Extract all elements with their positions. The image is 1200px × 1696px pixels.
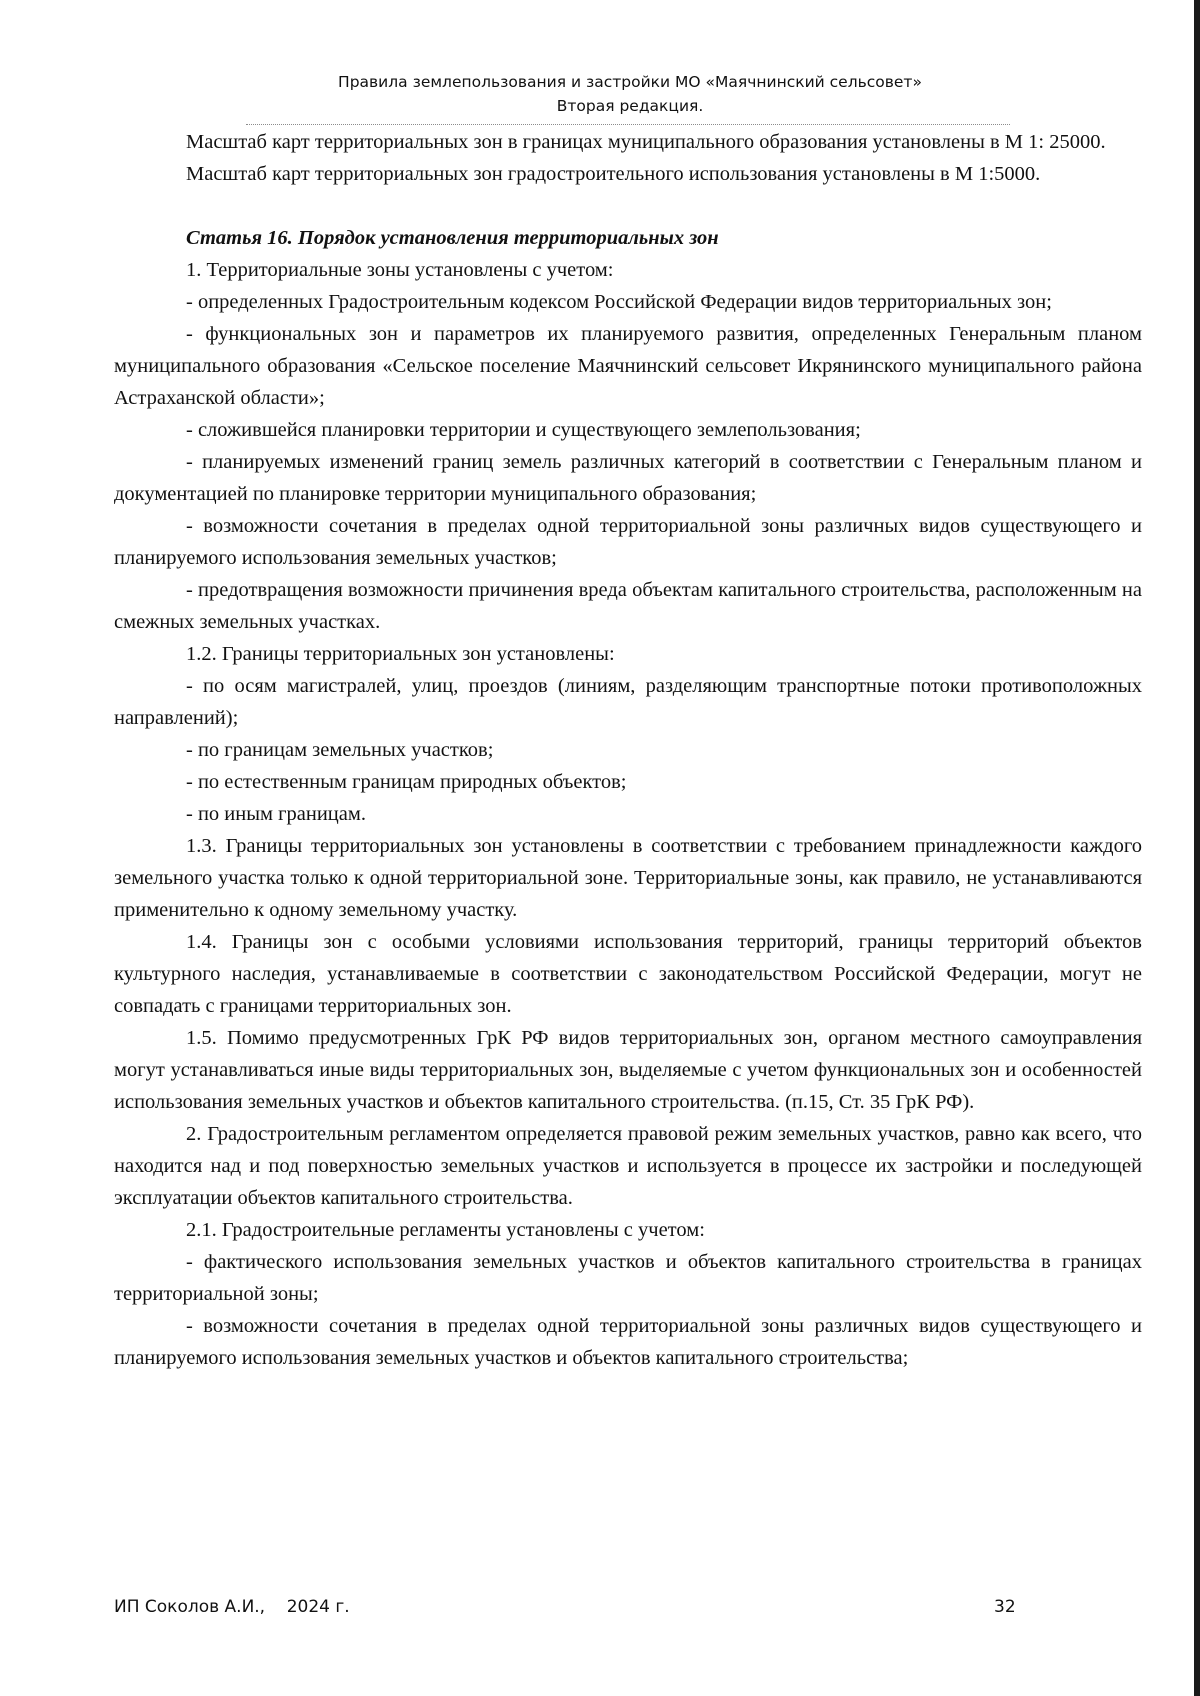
list-item: - по осям магистралей, улиц, проездов (линиям, разделяющим транспортные потоки противоположных направлений); (114, 675, 1142, 729)
list-item: - предотвращения возможности причинения вреда объектам капитального строительства, расположенным на смежных земельных участках. (114, 579, 1142, 633)
paragraph: 1.3. Границы территориальных зон установлены в соответствии с требованием принадлежности каждого земельного участка только к одной территориальной зоне. Территориальные зоны, как правило, не устанавливаются применительно к одному земельному участку. (114, 835, 1142, 921)
list-item: - определенных Градостроительным кодексом Российской Федерации видов территориальных зон; (186, 291, 1052, 313)
list-item: - функциональных зон и параметров их планируемого развития, определенных Генеральным планом муниципального образования «Сельское поселение Маячнинский сельсовет Икрянинского муниципального района Астраханской области»; (114, 323, 1142, 409)
paragraph: 1.5. Помимо предусмотренных ГрК РФ видов территориальных зон, органом местного самоуправления могут устанавливаться иные виды территориальных зон, выделяемые с учетом функциональных зон и особенностей использования земельных участков и объектов капитального строительства. (п.15, Ст. 35 ГрК РФ). (114, 1027, 1142, 1113)
paragraph: 1.2. Границы территориальных зон установлены: (186, 643, 615, 665)
list-item: - по иным границам. (186, 803, 366, 825)
list-item: - возможности сочетания в пределах одной территориальной зоны различных видов существующего и планируемого использования земельных участков; (114, 515, 1142, 569)
document-body (114, 126, 1142, 1374)
header-title: Правила землепользования и застройки МО «Маячнинский сельсовет» (338, 73, 922, 91)
paragraph: 1.4. Границы зон с особыми условиями использования территорий, границы территорий объектов культурного наследия, устанавливаемые в соответствии с законодательством Российской Федерации, могут не совпадать с границами территориальных зон. (114, 931, 1142, 1017)
header-subtitle: Вторая редакция. (556, 97, 704, 115)
paragraph: Масштаб карт территориальных зон в границах муниципального образования установлены в М 1: 25000. (186, 131, 1106, 153)
list-item: - по естественным границам природных объектов; (186, 771, 627, 793)
list-item: - планируемых изменений границ земель различных категорий в соответствии с Генеральным планом и документацией по планировке территории муниципального образования; (114, 451, 1142, 505)
paragraph: 1. Территориальные зоны установлены с учетом: (186, 259, 614, 281)
page-header (250, 70, 1010, 118)
article-heading: Статья 16. Порядок установления территориальных зон (186, 227, 719, 249)
list-item: - возможности сочетания в пределах одной территориальной зоны различных видов существующего и планируемого использования земельных участков и объектов капитального строительства; (114, 1315, 1142, 1369)
footer-page-number: 32 (994, 1597, 1016, 1617)
list-item: - по границам земельных участков; (186, 739, 494, 761)
paragraph: 2.1. Градостроительные регламенты установлены с учетом: (186, 1219, 705, 1241)
list-item: - фактического использования земельных участков и объектов капитального строительства в границах территориальной зоны; (114, 1251, 1142, 1305)
paragraph: Масштаб карт территориальных зон градостроительного использования установлены в М 1:5000. (186, 163, 1041, 185)
footer-author: ИП Соколов А.И., 2024 г. (114, 1597, 350, 1617)
paragraph: 2. Градостроительным регламентом определяется правовой режим земельных участков, равно как всего, что находится над и под поверхностью земельных участков и используется в процессе их застройки и последующей эксплуатации объектов капитального строительства. (114, 1123, 1142, 1209)
page-edge-shadow (1194, 0, 1200, 1696)
header-divider (246, 124, 1010, 125)
list-item: - сложившейся планировки территории и существующего землепользования; (186, 419, 861, 441)
